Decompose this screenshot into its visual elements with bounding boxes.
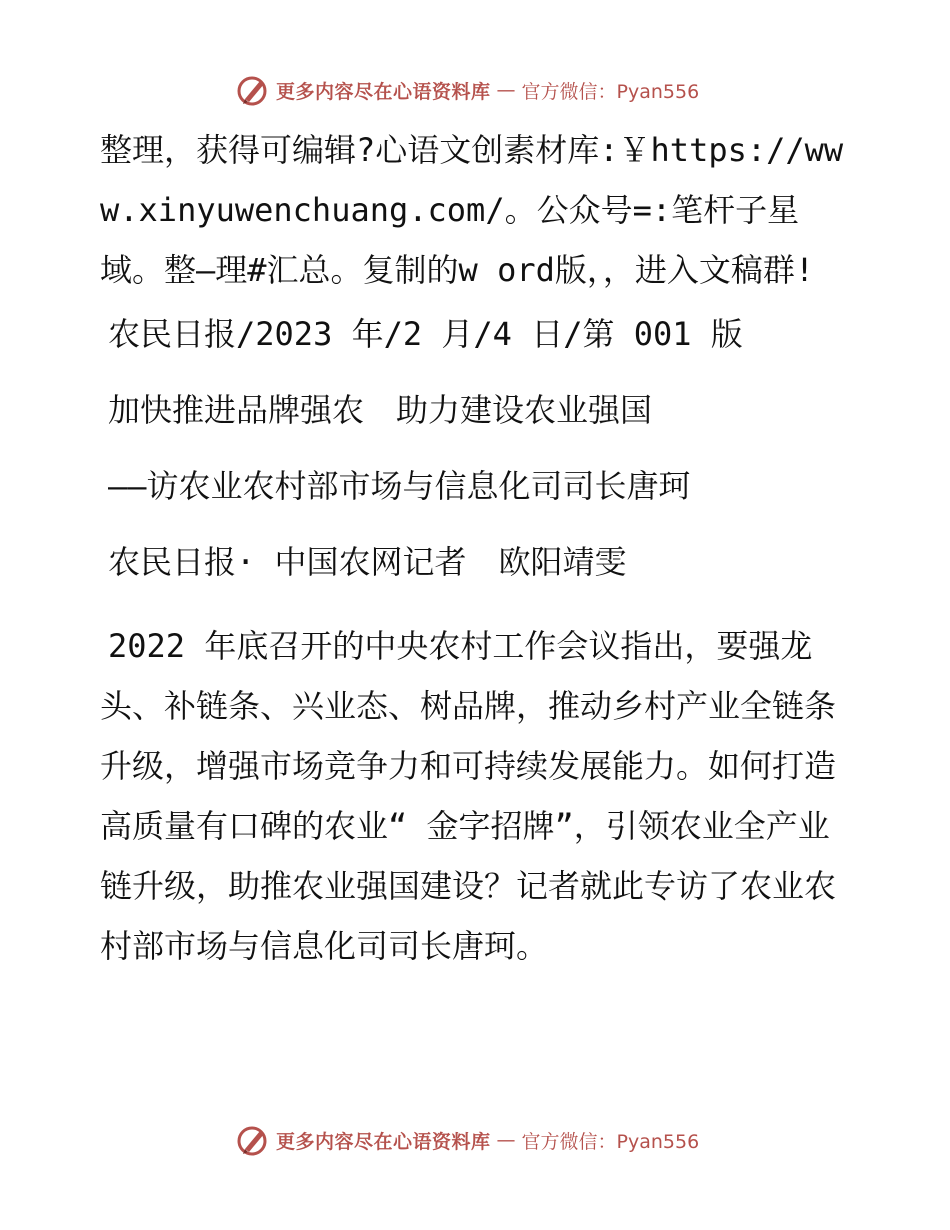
red-pen-logo-icon [236,1123,270,1157]
footer-banner [236,1122,699,1158]
document-body [100,120,860,976]
article-byline: 农民日报· 中国农网记者 欧阳靖雯 [108,543,627,581]
banner-contact: 官方微信：Pyan556 [521,1130,700,1153]
banner-dash: — [496,1129,516,1151]
intro-paragraph: 整理，获得可编辑?心语文创素材库:￥https://www.xinyuwenchuang.com/。公众号=:笔杆子星域。整—理#汇总。复制的w ord版，，进入文稿群! [100,131,844,289]
red-pen-logo-icon [236,73,270,107]
banner-dash: — [496,79,516,101]
header-banner [236,72,699,108]
article-meta: 农民日报/2023 年/2 月/4 日/第 001 版 [108,315,743,353]
banner-contact: 官方微信：Pyan556 [521,80,700,103]
banner-text: 更多内容尽在心语资料库 [276,80,491,103]
banner-text: 更多内容尽在心语资料库 [276,1130,491,1153]
article-title: 加快推进品牌强农 助力建设农业强国 [108,391,653,429]
article-body: 2022 年底召开的中央农村工作会议指出，要强龙头、补链条、兴业态、树品牌，推动乡村产业全链条升级，增强市场竞争力和可持续发展能力。如何打造高质量有口碑的农业“ 金字招牌”，引领农业全产业链升级，助推农业强国建设？记者就此专访了农业农村部市场与信息化司司长唐珂。 [100,627,837,965]
article-subtitle: ——访农业农村部市场与信息化司司长唐珂 [108,467,691,505]
